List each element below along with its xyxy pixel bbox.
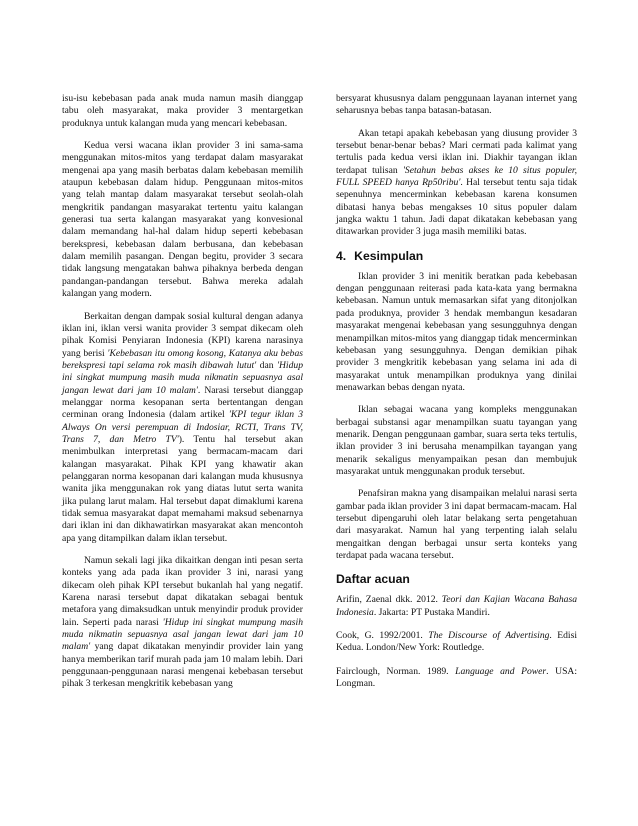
quote-italic: 'Kebebasan itu omong kosong, Katanya aku bebas berekspresi tapi selama rok masih dibawah lutut' bbox=[62, 347, 303, 371]
right-column bbox=[336, 93, 577, 701]
book-title-italic: Language and Power bbox=[455, 665, 547, 677]
references-heading: Daftar acuan bbox=[336, 572, 410, 587]
text-run: . Jakarta: PT Pustaka Mandiri. bbox=[373, 606, 490, 618]
quote-italic: 'Hidup ini singkat mumpung masih muda nikmatin sepuasnya asal jangan lewat dari jam 10 malam' bbox=[62, 359, 303, 396]
reference-entry bbox=[336, 630, 577, 655]
text-run: Berkaitan dengan dampak sosial kultural dengan adanya iklan ini, iklan versi wanita provider 3 sempat dikecam oleh pihak Komisi Penyiaran Indonesia (KPI) karena narasinya yang berisi bbox=[62, 310, 303, 359]
reference-entry bbox=[336, 666, 577, 691]
text-run: . Hal tersebut tentu saja tidak sepenuhnya mencerminkan kebebasan karena konsumen dibatasi hanya bebas mengakses 10 situs populer dalam jangka waktu 1 tahun. Jadi dapat dikatakan kebebasan yang ditawarkan provider 3 juga masih memiliki batas. bbox=[336, 177, 577, 238]
text-run: . USA: Longman. bbox=[336, 665, 577, 690]
quote-italic: 'Setahun bebas akses ke 10 situs populer, FULL SPEED hanya Rp50ribu' bbox=[336, 164, 577, 189]
article-title-italic: 'KPI tegur iklan 3 Always On versi perempuan di Indosiar, RCTI, Trans TV, Trans 7, dan Metro TV' bbox=[62, 409, 303, 445]
book-title-italic: Teori dan Kajian Wacana Bahasa Indonesia bbox=[336, 594, 577, 618]
section-title: Kesimpulan bbox=[354, 248, 424, 263]
text-run: dan bbox=[256, 359, 277, 371]
body-paragraph: Iklan provider 3 ini menitik beratkan pada kebebasan dengan penggunaan reiterasi pada kata-kata yang bermakna kebebasan. Namun untuk memasarkan sifat yang ditonjolkan pada produknya, provider 3 hendak membangun kesadaran masyarakat mengenai kebebasan yang sesungguhnya dengan menampilkan mitos-mitos yang dianggap tidak mencerminkan kebebasan yang sesungguhnya. Dengan demikian pihak provider 3 mengkritik kebebasan yang selama ini ada di masyarakat untuk menampilkan produknya yang dinilai menawarkan bebas dengan nyata. bbox=[336, 270, 577, 393]
book-title-italic: The Discourse of Advertising bbox=[428, 630, 550, 642]
section-heading bbox=[336, 249, 577, 263]
text-run: Cook, G. 1992/2001. bbox=[336, 630, 429, 642]
body-paragraph: bersyarat khususnya dalam penggunaan layanan internet yang seharusnya bebas tanpa batasan-batasan. bbox=[336, 93, 577, 117]
body-paragraph bbox=[336, 128, 577, 239]
body-paragraph: Kedua versi wacana iklan provider 3 ini sama-sama menggunakan mitos-mitos yang terdapat dalam masyarakat mengenai apa yang masih berbatas dalam kebebasan memilih ataupun kebebasan dalam hidup. Penggunaan mitos-mitos yang telah mantap dalam masyarakat tersebut seolah-olah mengkritik pandangan masyarakat tertentu yaitu kalangan generasi tua serta kalangan masyarakat yang konvesional dalam memandang hal-hal dalam hidup seperti kebebasan berekspresi, kebebasan dalam berbusana, dan kebebasan dalam memilih pasangan. Dengan begitu, provider 3 secara tidak langsung mengatakan bahwa pihaknya berbeda dengan pandangan-pandangan tersebut. Bahwa mereka adalah kalangan yang modern. bbox=[62, 140, 303, 300]
text-run: . Narasi tersebut dianggap melanggar norma kesopanan serta bertentangan dengan cerminan orang Indonesia (dalam artikel bbox=[62, 384, 303, 421]
text-run: Namun sekali lagi jika dikaitkan dengan inti pesan serta konteks yang ada pada ikan provider 3 ini, narasi yang dikecam oleh pihak KPI tersebut bukanlah hal yang negatif. Karena narasi tersebut dapat dikatakan sebagai bentuk metafora yang dimaksudkan untuk menyindir produk provider lain. Seperti pada narasi bbox=[62, 555, 303, 628]
section-number: 4. bbox=[336, 248, 347, 263]
body-paragraph: isu-isu kebebasan pada anak muda namun masih dianggap tabu oleh masyarakat, maka provider 3 mentargetkan produknya untuk kalangan muda yang mencari kebebasan. bbox=[62, 93, 303, 129]
text-run: Fairclough, Norman. 1989. bbox=[336, 665, 456, 677]
body-paragraph: Iklan sebagai wacana yang kompleks menggunakan berbagai substansi agar menampilkan suatu tayangan yang menarik. Dengan penggunaan gambar, suara serta teks tertulis, iklan provider 3 ini berusaha menampilkan tayangan yang menarik sekaligus menyampaikan pesan dan membujuk masyarakat untuk menggunakan produk tersebut. bbox=[336, 404, 577, 477]
body-paragraph bbox=[62, 555, 303, 691]
text-run: Akan tetapi apakah kebebasan yang diusung provider 3 tersebut benar-benar bebas? Mari cermati pada kalimat yang tertulis pada kedua versi iklan ini. Diakhir tayangan iklan terdapat tulisan bbox=[336, 127, 577, 176]
quote-italic: 'Hidup ini singkat mumpung masih muda nikmatin sepuasnya asal jangan lewat dari jam 10 malam' bbox=[62, 616, 303, 653]
text-run: Arifin, Zaenal dkk. 2012. bbox=[336, 594, 442, 606]
body-paragraph: Penafsiran makna yang disampaikan melalui narasi serta gambar pada iklan provider 3 ini dapat bermacam-macam. Hal tersebut dipengaruhi oleh latar belakang serta pengetahuan dari masyarakat. Namun hal yang terpenting ialah selalu mengaitkan dengan berbagai unsur serta konteks yang terdapat pada wacana tersebut. bbox=[336, 488, 577, 561]
text-run: yang dapat dikatakan menyindir provider lain yang hanya memberikan tarif murah pada jam 10 malam lebih. Dari penggunaan-penggunaan narasi mengenai kebebasan tersebut pihak 3 terkesan mengkritik kebebasan yang bbox=[62, 641, 303, 690]
left-column bbox=[62, 93, 303, 691]
reference-entry bbox=[336, 594, 577, 619]
text-run: . Edisi Kedua. London/New York: Routledge. bbox=[336, 630, 577, 654]
text-run: ). Tentu hal tersebut akan menimbulkan interpretasi yang bermacam-macam dari kalangan masyarakat. Pihak KPI yang khawatir akan pelanggaran norma kesopanan dari kalangan muda khususnya wanita jika menggunakan rok yang diatas lutut serta wanita jika pulang larut malam. Hal tersebut dapat dimaklumi karena tidak semua masyarakat dapat memahami maksud sebenarnya dari iklan ini dan dikhawatirkan masyarakat akan mencontoh apa yang ditampilkan dalam iklan tersebut. bbox=[62, 433, 303, 544]
body-paragraph bbox=[62, 311, 303, 546]
